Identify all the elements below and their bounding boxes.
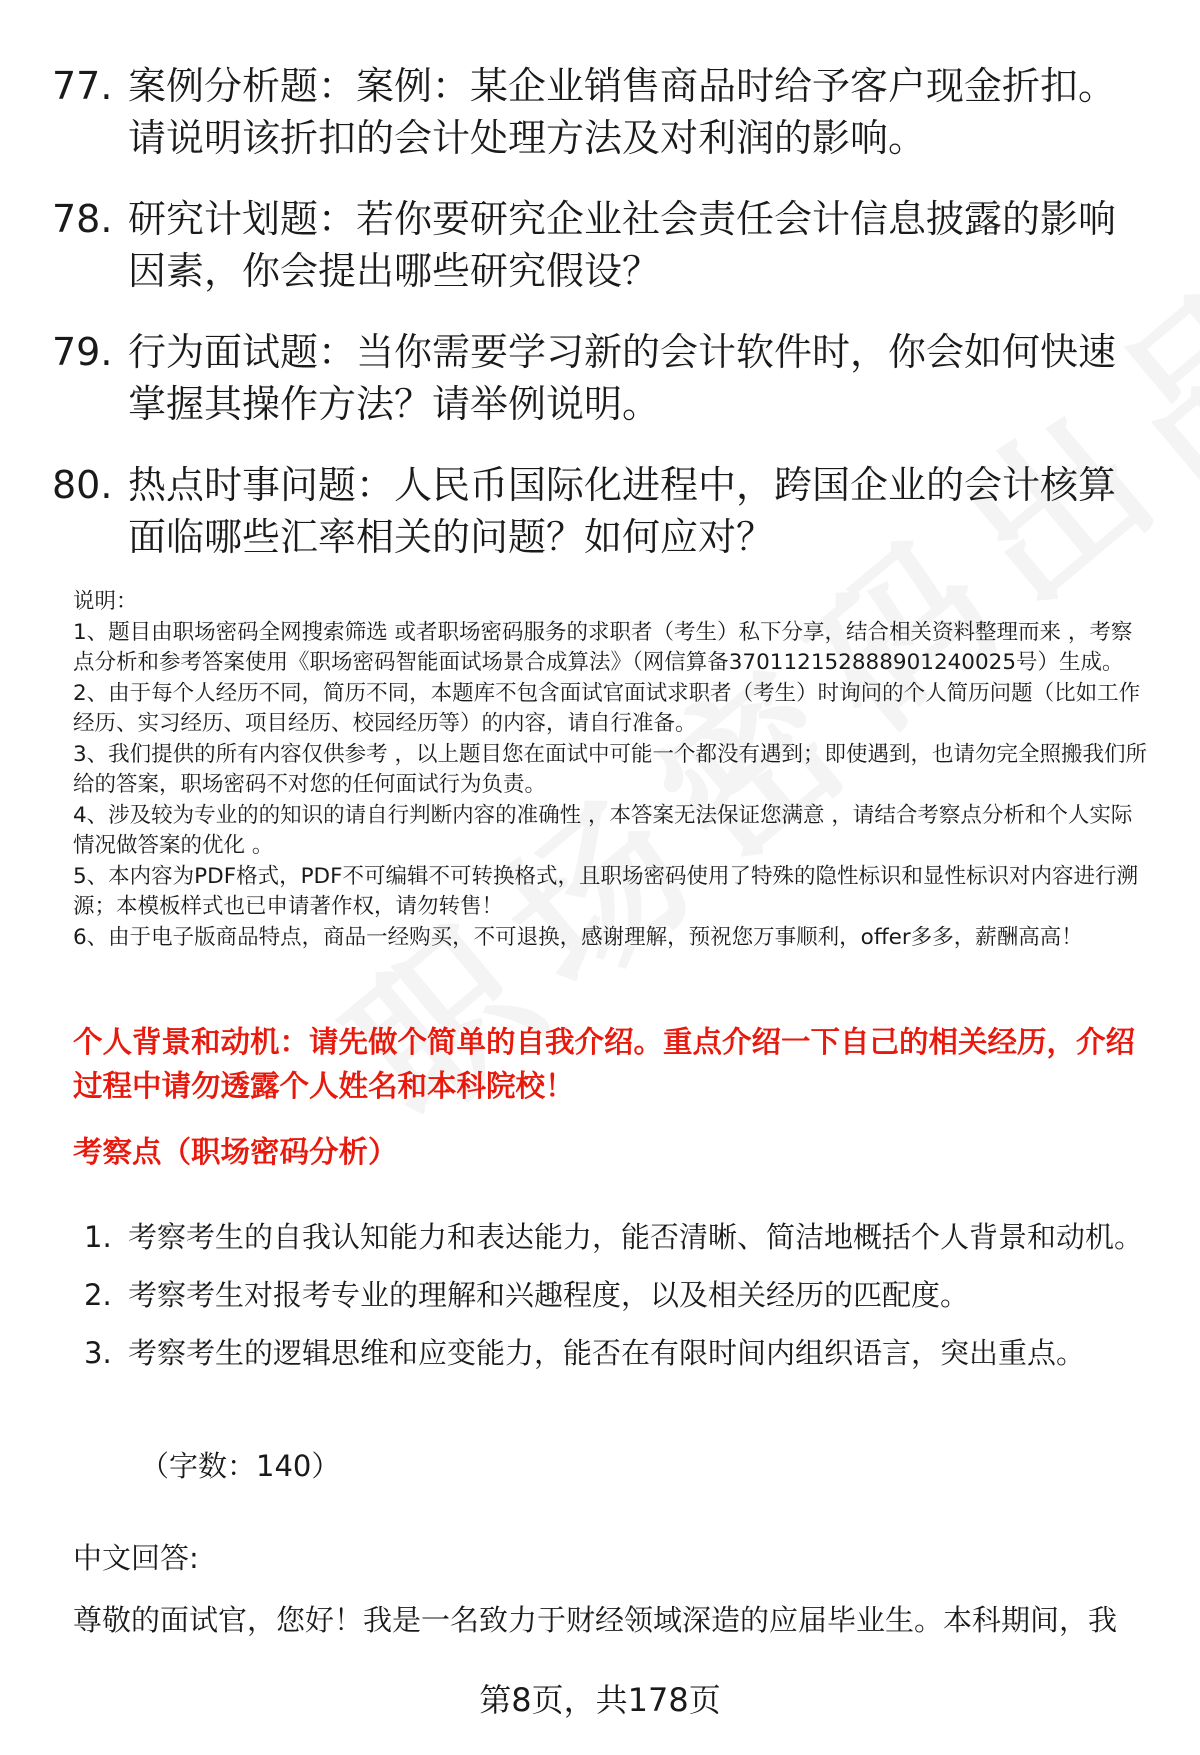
key-point-text: 考察考生对报考专业的理解和兴趣程度，以及相关经历的匹配度。 (128, 1278, 970, 1312)
question-item (52, 326, 1152, 430)
note-item: 3、我们提供的所有内容仅供参考 ，以上题目您在面试中可能一个都没有遇到；即使遇到，也请勿完全照搬我们所给的答案，职场密码不对您的任何面试行为负责。 (73, 741, 1148, 797)
question-item (52, 459, 1152, 563)
question-number: 79. (52, 330, 113, 374)
notes-title: 说明： (73, 589, 138, 614)
key-point-item (84, 1324, 1154, 1382)
note-item: 5、本内容为PDF格式，PDF不可编辑不可转换格式，且职场密码使用了特殊的隐性标识和显性标识对内容进行溯源；本模板样式也已申请著作权，请勿转售！ (73, 863, 1138, 919)
key-point-number: 3. (84, 1336, 112, 1370)
key-point-text: 考察考生的自我认知能力和表达能力，能否清晰、简洁地概括个人背景和动机。 (128, 1220, 1144, 1254)
background-question: 个人背景和动机：请先做个简单的自我介绍。重点介绍一下自己的相关经历，介绍过程中请勿透露个人姓名和本科院校！ (73, 1025, 1136, 1103)
note-item: 6、由于电子版商品特点，商品一经购买，不可退换，感谢理解，预祝您万事顺利，offer多多，薪酬高高！ (73, 924, 1083, 950)
question-text: 行为面试题：当你需要学习新的会计软件时，你会如何快速掌握其操作方法？请举例说明。 (128, 330, 1117, 426)
note-item: 1、题目由职场密码全网搜索筛选 或者职场密码服务的求职者（考生）私下分享，结合相关资料整理而来 ，考察点分析和参考答案使用《职场密码智能面试场景合成算法》（网信算备370112152888901240025号）生成。 (73, 619, 1133, 675)
word-count: （字数：140） (140, 1449, 341, 1483)
question-item (52, 193, 1152, 297)
answer-text: 尊敬的面试官，您好！我是一名致力于财经领域深造的应届毕业生。本科期间，我 (73, 1603, 1118, 1637)
note-item: 2、由于每个人经历不同，简历不同，本题库不包含面试官面试求职者（考生）时询问的个人简历问题（比如工作经历、实习经历、项目经历、校园经历等）的内容，请自行准备。 (73, 680, 1141, 736)
key-points-list (84, 1208, 1154, 1382)
question-item (52, 60, 1152, 164)
question-number: 77. (52, 64, 113, 108)
key-point-number: 2. (84, 1278, 112, 1312)
key-point-text: 考察考生的逻辑思维和应变能力，能否在有限时间内组织语言，突出重点。 (128, 1336, 1086, 1370)
page-number: 第8页，共178页 (479, 1681, 721, 1719)
key-point-item (84, 1266, 1154, 1324)
key-point-number: 1. (84, 1220, 112, 1254)
answer-label: 中文回答: (73, 1541, 199, 1575)
key-point-item (84, 1208, 1154, 1266)
question-text: 热点时事问题：人民币国际化进程中，跨国企业的会计核算面临哪些汇率相关的问题？如何应对？ (128, 463, 1117, 559)
question-number: 80. (52, 463, 113, 507)
question-text: 案例分析题：案例：某企业销售商品时给予客户现金折扣。请说明该折扣的会计处理方法及对利润的影响。 (128, 64, 1117, 160)
key-points-title: 考察点（职场密码分析） (73, 1135, 398, 1169)
note-item: 4、涉及较为专业的的知识的请自行判断内容的准确性 ，本答案无法保证您满意 ，请结合考察点分析和个人实际情况做答案的优化 。 (73, 802, 1133, 858)
question-text: 研究计划题：若你要研究企业社会责任会计信息披露的影响因素，你会提出哪些研究假设？ (128, 197, 1117, 293)
notes-section (73, 587, 1153, 953)
question-number: 78. (52, 197, 113, 241)
question-list (52, 60, 1152, 592)
